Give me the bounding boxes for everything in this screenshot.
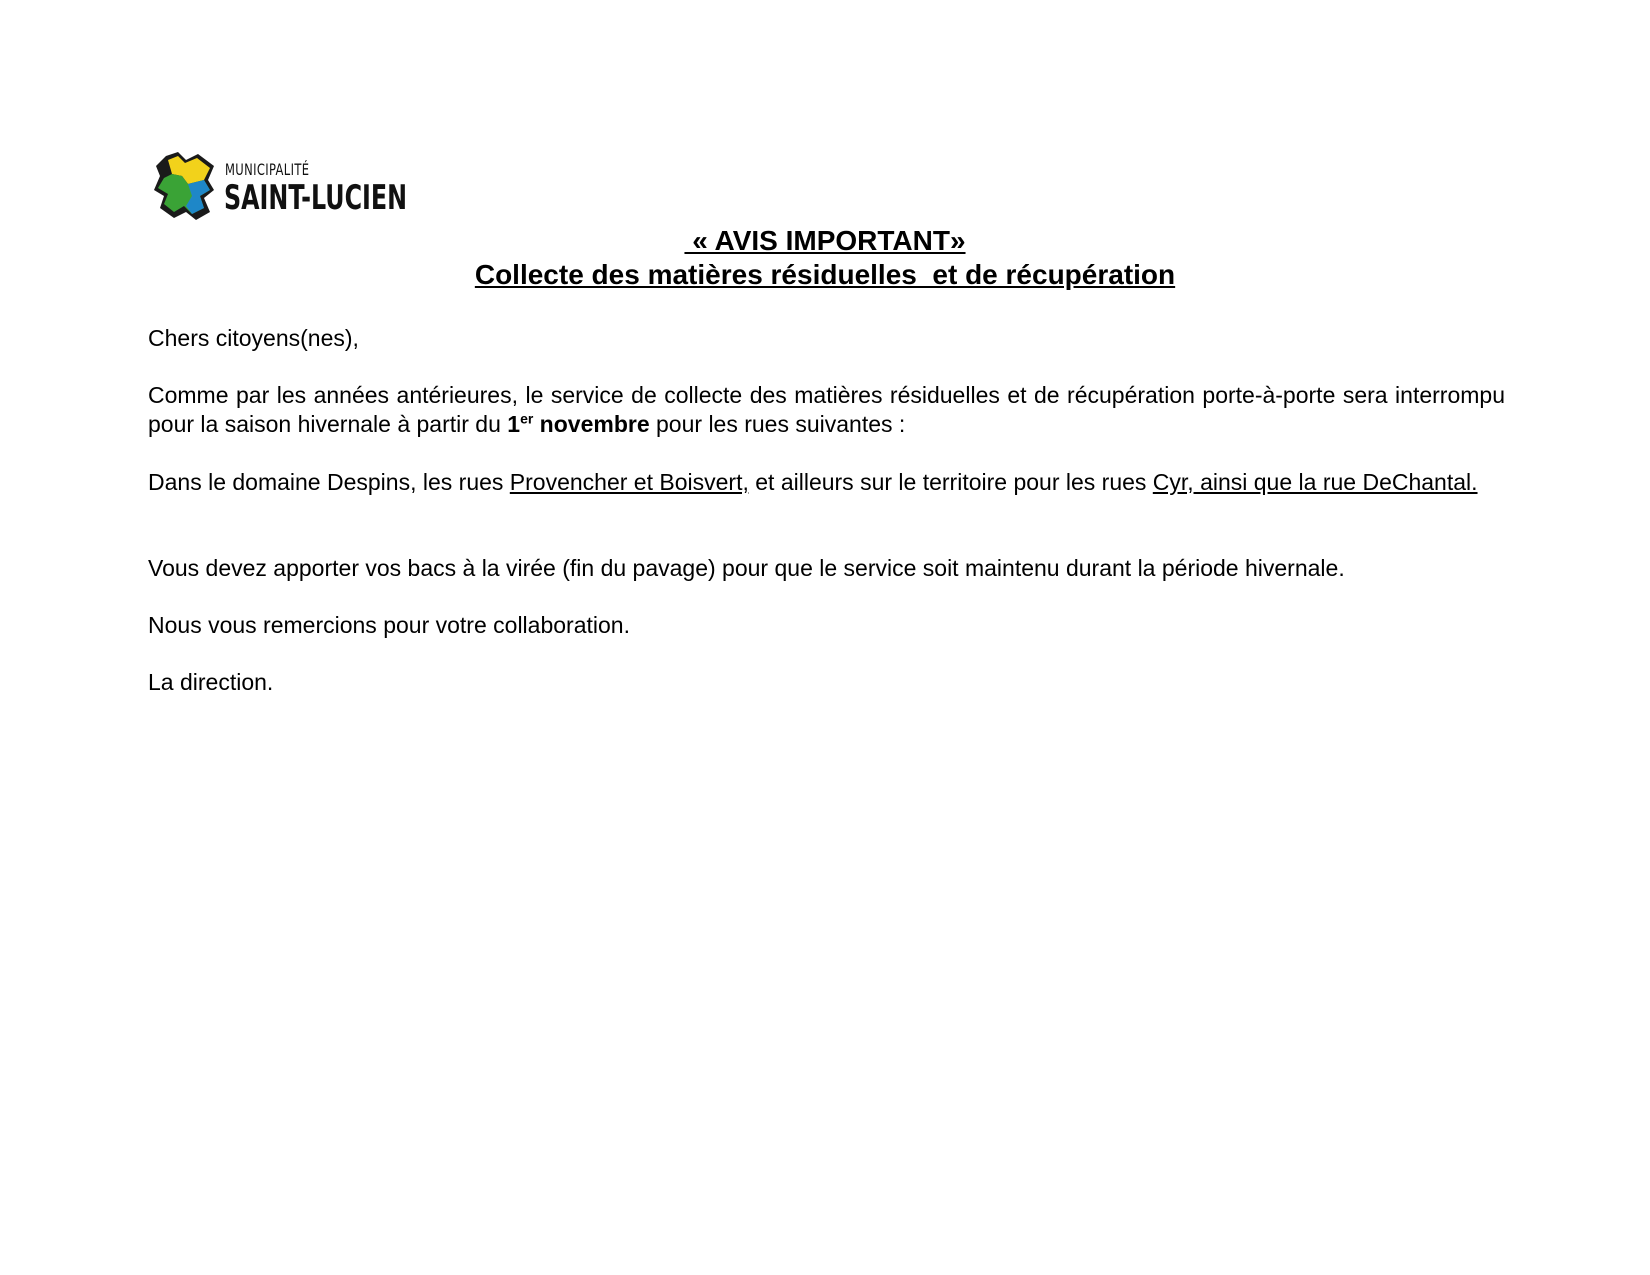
paragraph-bins: Vous devez apporter vos bacs à la virée (fin du pavage) pour que le service soit maintenu durant la période hivernale. [148,555,1345,581]
streets-elsewhere: Cyr, ainsi que la rue DeChantal. [1152,469,1478,495]
paragraph-streets [148,468,1505,497]
date-day: 1 [507,411,521,437]
municipality-logo [152,150,408,222]
date-suffix: er [520,410,534,427]
signature: La direction. [148,669,274,695]
puzzle-logo-icon [152,150,218,222]
paragraph-interruption-text: Comme par les années antérieures, le service de collecte des matières résiduelles et de récupération porte-à-porte sera interrompu pour la saison hivernale à partir du [148,382,1505,437]
date-month: novembre [533,411,650,437]
paragraph-interruption-end: pour les rues suivantes : [649,411,906,437]
paragraph-streets-intro: Dans le domaine Despins, les rues [148,469,510,495]
salutation: Chers citoyens(nes), [148,325,359,351]
logo-subtitle: MUNICIPALITÉ [225,160,310,179]
logo-title: SAINT-LUCIEN [224,178,408,218]
paragraph-streets-middle: et ailleurs sur le territoire pour les rues [748,469,1153,495]
paragraph-thanks: Nous vous remercions pour votre collaboration. [148,612,630,638]
notice-subtitle: Collecte des matières résiduelles et de récupération [474,259,1176,290]
notice-title: « AVIS IMPORTANT» [684,225,966,256]
streets-despins: Provencher et Boisvert, [509,469,749,495]
paragraph-interruption [148,381,1505,439]
